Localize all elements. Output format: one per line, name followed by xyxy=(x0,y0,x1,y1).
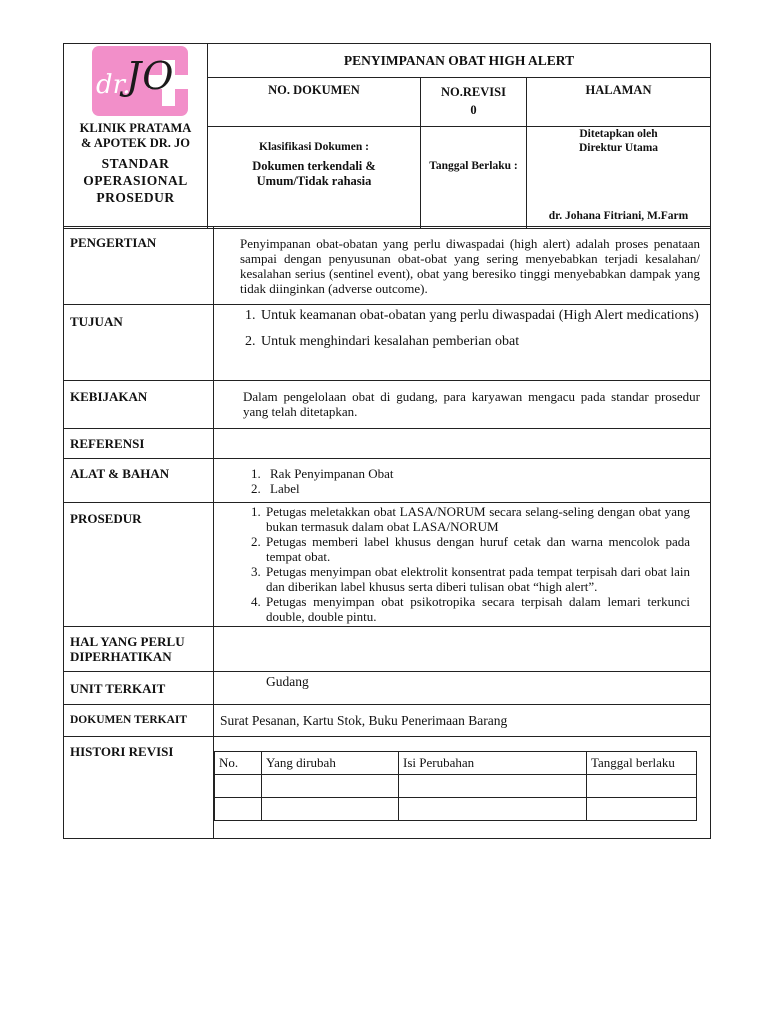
row-tujuan xyxy=(64,305,711,381)
revision-cell xyxy=(399,798,587,821)
prosedur-step: 1. Petugas meletakkan obat LASA/NORUM secara selang-seling dengan obat yang bukan termasuk dalam obat LASA/NORUM xyxy=(264,504,690,534)
row-pengertian xyxy=(64,227,711,305)
row-unit-terkait xyxy=(64,672,711,705)
no-revisi-value: 0 xyxy=(470,103,477,117)
prosedur-list xyxy=(244,504,690,624)
prosedur-label: PROSEDUR xyxy=(64,503,214,627)
no-revisi-label: NO.REVISI xyxy=(441,85,506,99)
revision-row xyxy=(215,798,697,821)
hal-perlu-label-line-2: DIPERHATIKAN xyxy=(70,649,172,664)
revision-col-no: No. xyxy=(215,752,262,775)
referensi-value xyxy=(214,429,711,459)
revision-history-table xyxy=(214,751,697,821)
logo-dr-text: dr. xyxy=(96,70,131,100)
ditetapkan-line-2: Direktur Utama xyxy=(578,142,659,154)
sop-title-line-1: STANDAR xyxy=(101,156,170,171)
clinic-name xyxy=(64,121,207,151)
ditetapkan-line-1: Ditetapkan oleh xyxy=(579,128,658,140)
prosedur-step: 2. Petugas memberi label khusus dengan huruf cetak dan warna mencolok pada tempat obat. xyxy=(264,534,690,564)
revision-cell xyxy=(262,798,399,821)
no-revisi-cell xyxy=(421,78,527,127)
prosedur-step: 3. Petugas menyimpan obat elektrolit konsentrat pada tempat terpisah dari obat lain dan diberikan label khusus serta diberi tulisan obat “high alert”. xyxy=(264,564,690,594)
sop-title xyxy=(64,155,207,206)
hal-perlu-label xyxy=(64,627,214,672)
revision-cell xyxy=(399,775,587,798)
sop-title-line-2: OPERASIONAL xyxy=(83,173,188,188)
alat-bahan-label: ALAT & BAHAN xyxy=(64,459,214,503)
hal-perlu-value xyxy=(214,627,711,672)
signatory-name: dr. Johana Fitriani, M.Farm xyxy=(548,210,689,222)
row-alat-bahan xyxy=(64,459,711,503)
tujuan-item: 1. Untuk keamanan obat-obatan yang perlu diwaspadai (High Alert medications) xyxy=(259,308,700,324)
kebijakan-text: Dalam pengelolaan obat di gudang, para karyawan mengacu pada standar prosedur yang telah ditetapkan. xyxy=(214,381,711,429)
pengertian-label: PENGERTIAN xyxy=(64,227,214,305)
dokumen-terkait-value: Surat Pesanan, Kartu Stok, Buku Penerimaan Barang xyxy=(214,705,711,737)
klasifikasi-value xyxy=(208,159,420,189)
alat-bahan-item: 2. Label xyxy=(264,481,700,496)
revision-row xyxy=(215,775,697,798)
document-header xyxy=(63,43,711,229)
clinic-logo xyxy=(92,46,188,116)
no-dokumen-label: NO. DOKUMEN xyxy=(208,78,421,127)
row-prosedur xyxy=(64,503,711,627)
pengertian-text: Penyimpanan obat-obatan yang perlu diwaspadai (high alert) adalah proses penataan sampai dengan penyusunan obat-obat yang sering menyebabkan terjadi kesalahan/ kesalahan serius (sentinel event), obat yang beresiko tinggi menyebabkan dampak yang tidak diinginkan (adverse outcome). xyxy=(214,227,711,305)
prosedur-step: 4. Petugas menyimpan obat psikotropika secara terpisah dalam lemari terkunci double, double pintu. xyxy=(264,594,690,624)
hal-perlu-label-line-1: HAL YANG PERLU xyxy=(70,634,185,649)
row-hal-perlu xyxy=(64,627,711,672)
sop-title-line-3: PROSEDUR xyxy=(96,190,175,205)
row-referensi xyxy=(64,429,711,459)
clinic-name-line-1: KLINIK PRATAMA xyxy=(79,121,192,135)
klasifikasi-value-line-2: Umum/Tidak rahasia xyxy=(256,174,372,188)
alat-bahan-item: 1. Rak Penyimpanan Obat xyxy=(264,466,700,481)
row-kebijakan xyxy=(64,381,711,429)
doc-title: PENYIMPANAN OBAT HIGH ALERT xyxy=(208,44,711,78)
tujuan-label: TUJUAN xyxy=(64,305,214,381)
tujuan-item: 2. Untuk menghindari kesalahan pemberian obat xyxy=(259,334,700,350)
alat-bahan-list-cell xyxy=(214,459,711,503)
revision-cell xyxy=(215,798,262,821)
klasifikasi-value-line-1: Dokumen terkendali & xyxy=(252,159,376,173)
tujuan-list-cell xyxy=(214,305,711,381)
sop-body xyxy=(63,226,711,839)
revision-col-isi-perubahan: Isi Perubahan xyxy=(399,752,587,775)
revision-header-row xyxy=(215,752,697,775)
halaman-label: HALAMAN xyxy=(527,78,711,127)
revision-col-yang-dirubah: Yang dirubah xyxy=(262,752,399,775)
referensi-label: REFERENSI xyxy=(64,429,214,459)
ditetapkan-cell xyxy=(527,127,711,229)
alat-bahan-list xyxy=(244,466,700,496)
revision-col-tanggal-berlaku: Tanggal berlaku xyxy=(587,752,697,775)
tujuan-list xyxy=(242,308,700,350)
kebijakan-label: KEBIJAKAN xyxy=(64,381,214,429)
dokumen-terkait-label: DOKUMEN TERKAIT xyxy=(64,705,214,737)
revision-cell xyxy=(262,775,399,798)
logo-jo-text: JO xyxy=(126,54,175,98)
histori-revisi-label: HISTORI REVISI xyxy=(64,737,214,839)
klasifikasi-label: Klasifikasi Dokumen : xyxy=(259,141,369,153)
logo-cell xyxy=(64,44,208,229)
tanggal-berlaku-label: Tanggal Berlaku : xyxy=(421,127,527,229)
prosedur-list-cell xyxy=(214,503,711,627)
revision-cell xyxy=(215,775,262,798)
row-dokumen-terkait xyxy=(64,705,711,737)
klasifikasi-cell xyxy=(208,127,421,229)
revision-cell xyxy=(587,775,697,798)
unit-terkait-label: UNIT TERKAIT xyxy=(64,672,214,705)
clinic-name-line-2: & APOTEK DR. JO xyxy=(80,136,191,150)
revision-cell xyxy=(587,798,697,821)
unit-terkait-value: Gudang xyxy=(214,672,711,705)
